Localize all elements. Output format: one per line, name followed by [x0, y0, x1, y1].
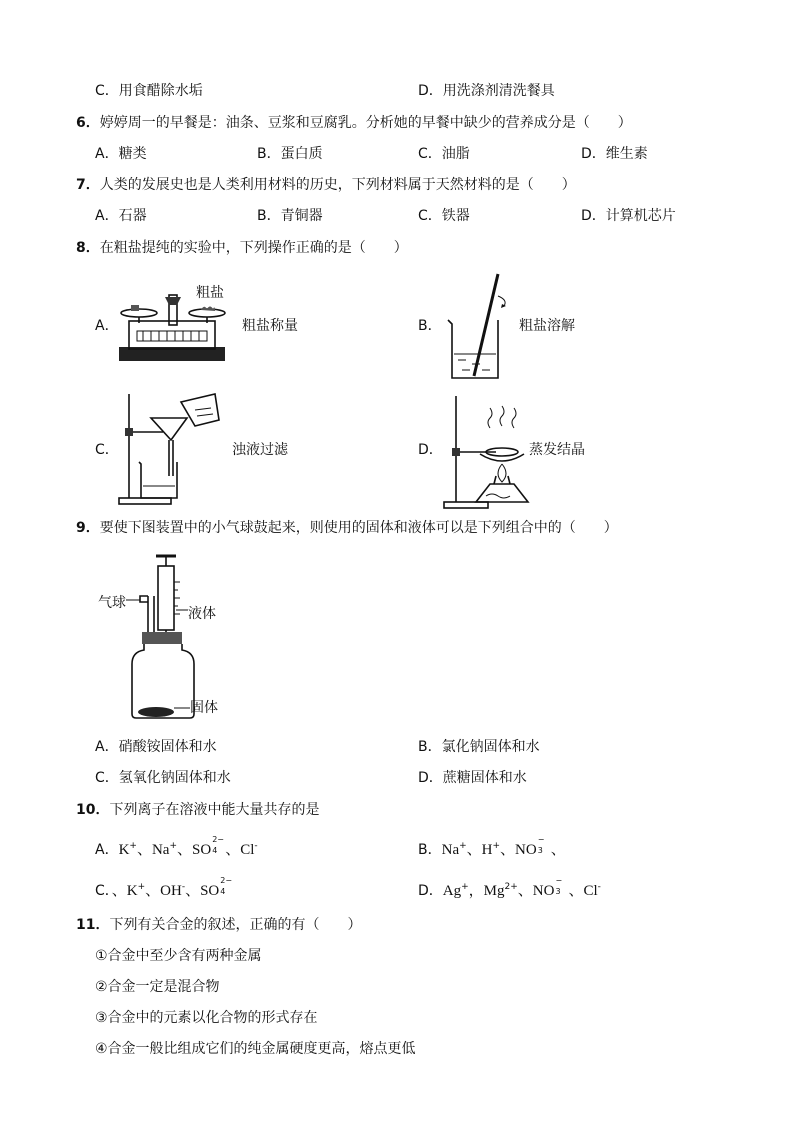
q10-number: 10．	[76, 802, 110, 818]
ion-charge: +	[492, 841, 501, 851]
ion-subscript: 3	[537, 846, 543, 855]
ion: 、NO	[500, 842, 537, 858]
ion: 、H	[466, 842, 493, 858]
q10-option-a	[95, 837, 258, 859]
ion-charge: +	[137, 882, 146, 892]
q9-option-b: B．氯化钠固体和水	[418, 739, 540, 755]
q8-option-a-letter: A．	[95, 318, 119, 334]
q7-option-c: C．铁器	[418, 208, 470, 224]
q5-option-d: D．用洗涤剂清洗餐具	[418, 83, 555, 99]
ion: 、SO	[177, 842, 212, 858]
balloon-label: 气球	[98, 595, 126, 611]
ion: ，Mg	[468, 883, 505, 899]
balance-diagram	[115, 285, 235, 375]
q8-stem	[76, 239, 408, 257]
q9-option-a: A．硝酸铵固体和水	[95, 739, 217, 755]
ion: Ag	[442, 883, 462, 899]
solid-label: 固体	[190, 700, 218, 716]
ion-charge: −	[555, 876, 563, 885]
evaporation-diagram	[440, 392, 550, 512]
q8-option-d-label: 蒸发结晶	[529, 442, 585, 458]
ion-charge: 2−	[220, 876, 233, 885]
ion: 、Cl	[225, 842, 255, 858]
q6-option-b: B．蛋白质	[257, 146, 323, 162]
q5-option-c: C．用食醋除水垢	[95, 83, 203, 99]
q8-text: 在粗盐提纯的实验中，下列操作正确的是（ ）	[99, 240, 408, 256]
ion: K	[118, 842, 130, 858]
q9-number: 9．	[76, 520, 100, 536]
q11-text: 下列有关合金的叙述，正确的有（ ）	[109, 917, 362, 933]
q11-number: 11．	[76, 917, 110, 933]
ion: 、	[550, 842, 566, 858]
filtration-diagram	[115, 390, 235, 510]
q6-option-c: C．油脂	[418, 146, 470, 162]
q10-a-letter: A．	[95, 842, 119, 858]
ion: 、K	[111, 883, 138, 899]
q8-option-a-tag: 粗盐	[196, 285, 224, 301]
q7-text: 人类的发展史也是人类利用材料的历史，下列材料属于天然材料的是（ ）	[99, 177, 576, 193]
q7-option-b: B．青铜器	[257, 208, 323, 224]
ion-subscript: 4	[220, 887, 226, 896]
q9-option-c: C．氢氧化钠固体和水	[95, 770, 231, 786]
q8-number: 8．	[76, 240, 100, 256]
ion-charge: -	[254, 841, 258, 851]
ion-subscript: 4	[212, 846, 218, 855]
beaker-stir-diagram	[442, 270, 522, 380]
q7-option-d: D．计算机芯片	[581, 208, 676, 224]
q6-option-d: D．维生素	[581, 146, 648, 162]
q7-number: 7．	[76, 177, 100, 193]
ion: Na	[441, 842, 460, 858]
q11-item-4: ④合金一般比组成它们的纯金属硬度更高，熔点更低	[95, 1041, 416, 1057]
ion-subscript: 3	[555, 887, 561, 896]
q11-stem	[76, 916, 361, 934]
q9-stem	[76, 519, 618, 537]
ion: 、Na	[136, 842, 170, 858]
q10-d-letter: D．	[418, 883, 443, 899]
q11-item-2: ②合金一定是混合物	[95, 979, 220, 995]
ion-charge: -	[181, 882, 186, 892]
q6-stem	[76, 114, 632, 132]
ion-charge: −	[537, 835, 545, 844]
ion: 、SO	[185, 883, 220, 899]
q8-option-a-label: 粗盐称量	[242, 318, 298, 334]
q8-option-b-label: 粗盐溶解	[519, 318, 575, 334]
ion-charge: +	[461, 882, 469, 892]
q10-stem	[76, 801, 319, 819]
q10-c-letter: C．	[95, 883, 112, 899]
q11-item-1: ①合金中至少含有两种金属	[95, 948, 262, 964]
q6-text: 婷婷周一的早餐是：油条、豆浆和豆腐乳。分析她的早餐中缺少的营养成分是（ ）	[99, 115, 632, 131]
q8-option-c-label: 浊液过滤	[232, 442, 288, 458]
q7-option-a: A．石器	[95, 208, 147, 224]
q10-text: 下列离子在溶液中能大量共存的是	[109, 802, 320, 818]
q7-stem	[76, 176, 576, 194]
balloon-apparatus-diagram	[126, 552, 226, 722]
ion-charge: 2+	[504, 882, 518, 892]
q9-option-d: D．蔗糖固体和水	[418, 770, 527, 786]
q9-text: 要使下图装置中的小气球鼓起来，则使用的固体和液体可以是下列组合中的（ ）	[99, 520, 618, 536]
q10-option-c	[95, 878, 233, 900]
ion-charge: -	[597, 882, 601, 892]
ion-charge: +	[129, 841, 137, 851]
q10-b-letter: B．	[418, 842, 442, 858]
ion: 、Cl	[568, 883, 598, 899]
q6-number: 6．	[76, 115, 100, 131]
q6-option-a: A．糖类	[95, 146, 147, 162]
q8-option-c-letter: C．	[95, 442, 119, 458]
q10-option-b	[418, 837, 566, 859]
ion-charge: 2−	[212, 835, 224, 844]
q8-option-b-letter: B．	[418, 318, 442, 334]
q8-option-d-letter: D．	[418, 442, 443, 458]
ion: 、OH	[145, 883, 182, 899]
ion-charge: +	[169, 841, 178, 851]
q11-item-3: ③合金中的元素以化合物的形式存在	[95, 1010, 318, 1026]
ion: 、NO	[517, 883, 555, 899]
ion-charge: +	[459, 841, 467, 851]
liquid-label: 液体	[188, 606, 216, 622]
q10-option-d	[418, 878, 601, 900]
